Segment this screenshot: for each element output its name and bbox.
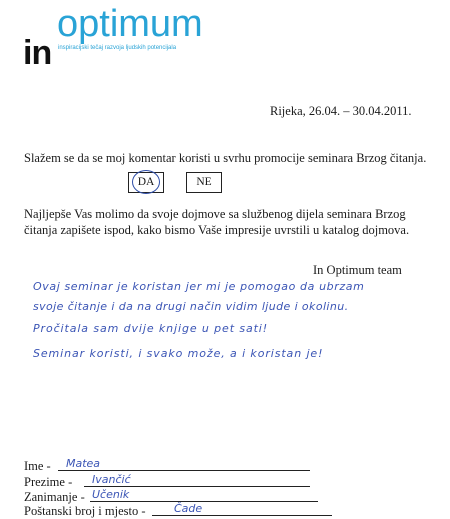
occupation-label: Zanimanje - xyxy=(24,490,85,504)
consent-yes-checkbox[interactable]: DA xyxy=(128,172,164,193)
consent-statement: Slažem se da se moj komentar koristi u svrhu promocije seminara Brzog čitanja. xyxy=(24,151,427,165)
team-signature: In Optimum team xyxy=(313,263,402,277)
logo-in-text: in xyxy=(23,34,52,72)
request-text: Najljepše Vas molimo da svoje dojmove sa službenog dijela seminara Brzog čitanja zapišete ispod, kako bismo Vaše impresije uvrstili u katalog dojmova. xyxy=(24,207,410,237)
comment-line: Pročitala sam dvije knjige u pet sati! xyxy=(33,322,269,335)
comment-line: Ovaj seminar je koristan jer mi je pomogao da ubrzam xyxy=(33,280,365,293)
comment-line: svoje čitanje i da na drugi način vidim ljude i okolinu. xyxy=(33,300,349,313)
surname-label: Prezime - xyxy=(24,475,73,489)
name-value: Matea xyxy=(66,457,101,470)
surname-value: Ivančić xyxy=(92,473,131,486)
occupation-value: Učenik xyxy=(92,488,130,501)
postal-label: Poštanski broj i mjesto - xyxy=(24,504,146,518)
logo-tagline: inspiracijski tečaj razvoja ljudskih potencijala xyxy=(58,45,177,51)
logo-optimum-text: optimum xyxy=(57,3,203,45)
date-line: Rijeka, 26.04. – 30.04.2011. xyxy=(270,104,412,118)
consent-no-checkbox[interactable]: NE xyxy=(186,172,222,193)
postal-value: Čade xyxy=(174,502,203,515)
name-label: Ime - xyxy=(24,459,51,473)
comment-line: Seminar koristi, i svako može, a i koristan je! xyxy=(33,347,324,360)
